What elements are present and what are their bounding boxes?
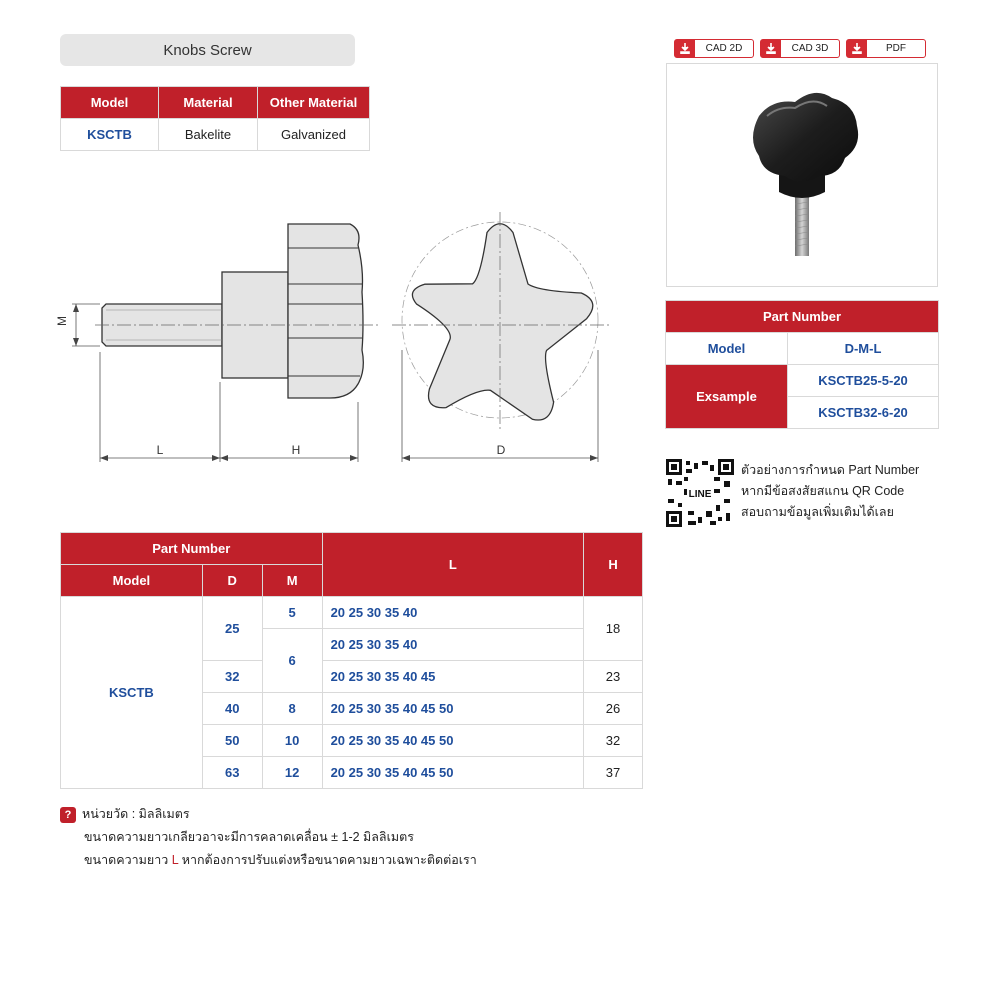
- note-custom: [60, 849, 477, 872]
- spec-l: 20 25 30 35 40 45 50: [322, 693, 583, 725]
- spec-d: 63: [202, 757, 262, 789]
- cad-2d-label: CAD 2D: [705, 43, 743, 54]
- note-custom-suffix: หากต้องการปรับแต่งหรือขนาดคามยาวเฉพาะติดต่อเรา: [181, 853, 477, 867]
- spec-header-m: M: [262, 565, 322, 597]
- material-model: KSCTB: [61, 119, 159, 151]
- spec-l: 20 25 30 35 40: [322, 629, 583, 661]
- qr-note-line-2: หากมีข้อสงสัยสแกน QR Code: [741, 484, 905, 498]
- other-material-value: Galvanized: [258, 119, 370, 151]
- dimension-m: M: [55, 316, 69, 326]
- technical-drawing: [40, 200, 640, 470]
- spec-m: 8: [262, 693, 322, 725]
- spec-d: 25: [202, 597, 262, 661]
- dimension-l: L: [156, 443, 164, 457]
- note-tolerance: ขนาดความยาวเกลียวอาจะมีการคลาดเคลื่อน ± 1-2 มิลลิเมตร: [84, 830, 414, 844]
- spec-m: 10: [262, 725, 322, 757]
- spec-m: 12: [262, 757, 322, 789]
- spec-h: 26: [584, 693, 643, 725]
- download-icon: [761, 40, 781, 57]
- part-number-title: Part Number: [666, 301, 939, 333]
- knob-render-image: [667, 64, 939, 288]
- note-custom-l: L: [171, 853, 179, 867]
- notes: [60, 803, 477, 872]
- spec-l: 20 25 30 35 40 45 50: [322, 725, 583, 757]
- spec-d: 50: [202, 725, 262, 757]
- material-header-material: Material: [159, 87, 258, 119]
- dimension-d: D: [496, 443, 506, 457]
- spec-header-d: D: [202, 565, 262, 597]
- pdf-label: PDF: [886, 43, 906, 54]
- pn-example-2: KSCTB32-6-20: [788, 397, 939, 429]
- qr-note: [741, 460, 919, 523]
- qr-note-line-3: สอบถามข้อมูลเพิ่มเติมได้เลย: [741, 505, 894, 519]
- spec-h: 23: [584, 661, 643, 693]
- spec-header-h: H: [584, 533, 643, 597]
- spec-group-header: Part Number: [61, 533, 323, 565]
- spec-model: KSCTB: [61, 597, 203, 789]
- note-unit: หน่วยวัด : มิลลิเมตร: [82, 807, 190, 821]
- qr-note-line-1: ตัวอย่างการกำหนด Part Number: [741, 463, 920, 477]
- pn-format: D-M-L: [788, 333, 939, 365]
- spec-m: 6: [262, 629, 322, 693]
- download-icon: [675, 40, 695, 57]
- spec-header-model: Model: [61, 565, 203, 597]
- cad-3d-label: CAD 3D: [791, 43, 829, 54]
- line-badge: LINE: [688, 489, 712, 500]
- spec-l: 20 25 30 35 40 45: [322, 661, 583, 693]
- material-table: [60, 86, 370, 151]
- material-value: Bakelite: [159, 119, 258, 151]
- table-row: [61, 597, 643, 629]
- part-number-table: [665, 300, 939, 429]
- spec-l: 20 25 30 35 40: [322, 597, 583, 629]
- cad-3d-button[interactable]: [760, 39, 840, 58]
- download-icon: [847, 40, 867, 57]
- spec-l: 20 25 30 35 40 45 50: [322, 757, 583, 789]
- spec-h: 32: [584, 725, 643, 757]
- pn-example-label: Exsample: [666, 365, 788, 429]
- spec-m: 5: [262, 597, 322, 629]
- note-custom-prefix: ขนาดความยาว: [84, 853, 169, 867]
- material-header-model: Model: [61, 87, 159, 119]
- pn-example-1: KSCTB25-5-20: [788, 365, 939, 397]
- cad-2d-button[interactable]: [674, 39, 754, 58]
- spec-h: 37: [584, 757, 643, 789]
- pdf-button[interactable]: [846, 39, 926, 58]
- spec-header-l: L: [322, 533, 583, 597]
- pn-model-label: Model: [666, 333, 788, 365]
- question-icon: ?: [60, 807, 76, 823]
- material-header-other: Other Material: [258, 87, 370, 119]
- qr-code-icon: [666, 459, 734, 527]
- spec-d: 32: [202, 661, 262, 693]
- line-qr-code[interactable]: [666, 459, 734, 527]
- spec-h: 18: [584, 597, 643, 661]
- spec-table: [60, 532, 643, 789]
- product-photo: [666, 63, 938, 287]
- page-title: [60, 34, 355, 66]
- dimension-h: H: [291, 443, 301, 457]
- page-title-text: Knobs Screw: [163, 41, 252, 59]
- spec-d: 40: [202, 693, 262, 725]
